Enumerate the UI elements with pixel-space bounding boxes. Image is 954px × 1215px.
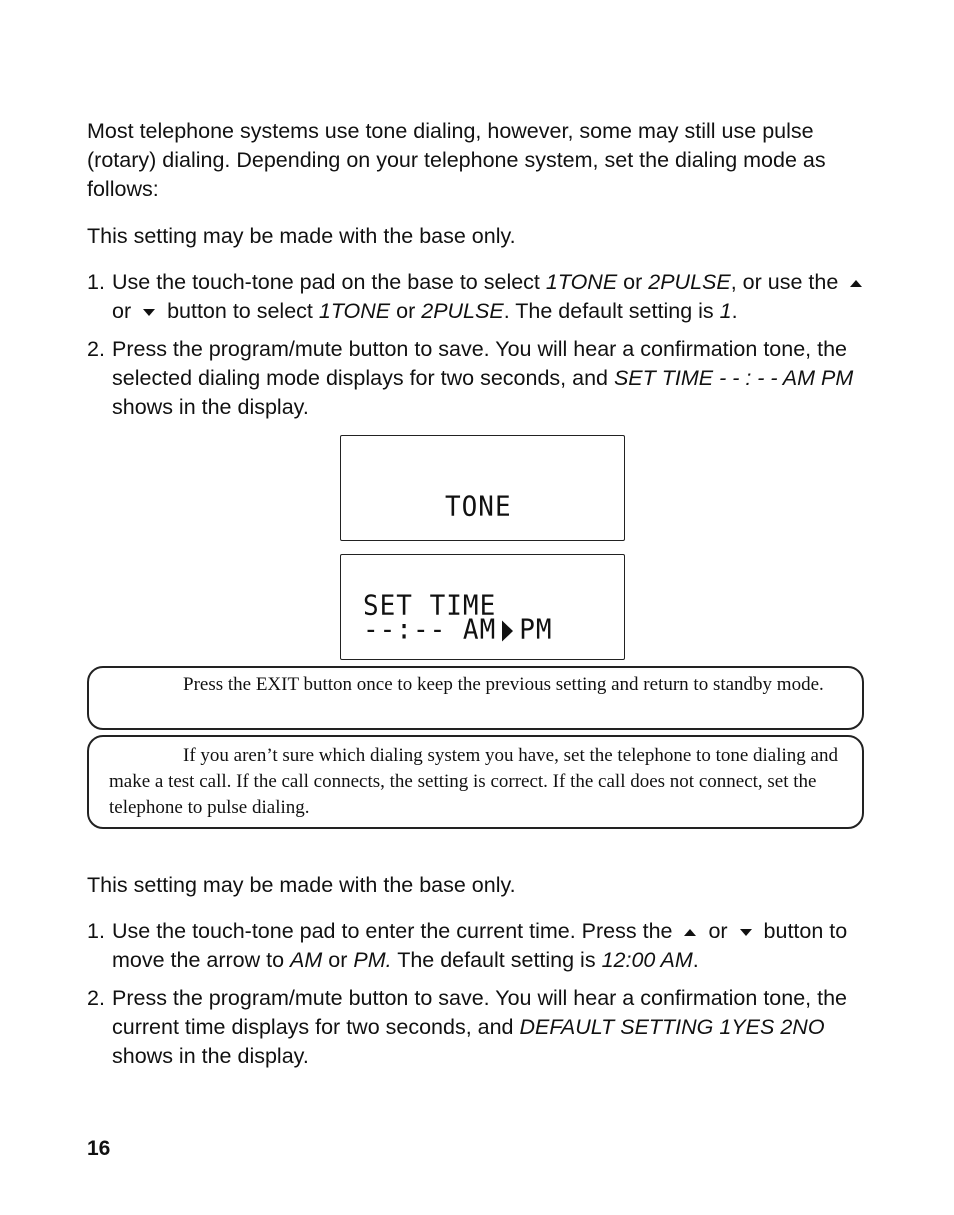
dial-step-2 <box>87 335 877 422</box>
step-text: . <box>731 299 738 323</box>
step-text: or <box>112 299 138 323</box>
time-step-2 <box>87 984 877 1071</box>
display-text: SET TIME - - : - - AM PM <box>613 366 854 390</box>
option-1tone: 1TONE <box>318 299 391 323</box>
lcd-pm: PM <box>519 614 553 646</box>
up-triangle-icon <box>850 280 862 287</box>
option-2pulse: 2PULSE <box>421 299 504 323</box>
note-box-dialing <box>87 735 864 829</box>
note-text: If you aren’t sure which dialing system you have, set the telephone to tone dialing and make a test call. If the call connects, the setting is correct. If the call does not connect, set the telephone to pulse dialing. <box>109 745 838 818</box>
lcd-line: SET TIME <box>363 590 497 622</box>
page-number: 16 <box>87 1137 111 1160</box>
step-number: 2. <box>87 337 105 361</box>
lcd-display-set-time <box>340 554 625 660</box>
option-2pulse: 2PULSE <box>648 270 731 294</box>
note-box-exit <box>87 666 864 730</box>
step-number: 2. <box>87 986 105 1010</box>
right-triangle-icon <box>502 620 513 641</box>
step-text: . <box>692 948 699 972</box>
option-pm: PM. <box>353 948 392 972</box>
lcd-line: TONE <box>445 491 512 523</box>
time-base-only-note: This setting may be made with the base only. <box>87 873 516 897</box>
lcd-line-2 <box>363 614 553 646</box>
step-text: , or use the <box>730 270 845 294</box>
step-text: shows in the display. <box>112 395 309 419</box>
step-text: Press the program/mute button to save. You will hear a confirmation tone, the selected dialing mode displays for two seconds, and <box>112 337 847 390</box>
base-only-note: This setting may be made with the base only. <box>87 224 516 248</box>
default-value: 12:00 AM <box>601 948 693 972</box>
up-triangle-icon <box>684 929 696 936</box>
step-text: button to move the arrow to <box>112 919 848 972</box>
step-text: or <box>702 919 734 943</box>
default-value: 1 <box>719 299 732 323</box>
step-text: or <box>617 270 649 294</box>
step-text: or <box>322 948 354 972</box>
display-text: DEFAULT SETTING 1YES 2NO <box>519 1015 825 1039</box>
step-text: Press the program/mute button to save. You will hear a confirmation tone, the current time displays for two seconds, and <box>112 986 847 1039</box>
lcd-time: --:-- AM <box>363 614 497 646</box>
down-triangle-icon <box>740 929 752 936</box>
note-text: Press the EXIT button once to keep the previous setting and return to standby mode. <box>183 674 824 695</box>
step-number: 1. <box>87 919 105 943</box>
step-text: . The default setting is <box>503 299 720 323</box>
dial-step-1 <box>87 268 877 326</box>
down-triangle-icon <box>143 309 155 316</box>
lcd-display-tone <box>340 435 625 541</box>
step-text: or <box>390 299 422 323</box>
step-text: Use the touch-tone pad on the base to select <box>112 270 546 294</box>
option-1tone: 1TONE <box>545 270 618 294</box>
time-step-1 <box>87 917 877 975</box>
option-am: AM <box>290 948 323 972</box>
step-number: 1. <box>87 270 105 294</box>
step-text: button to select <box>161 299 319 323</box>
step-text: shows in the display. <box>112 1044 309 1068</box>
step-text: The default setting is <box>391 948 602 972</box>
step-text: Use the touch-tone pad to enter the current time. Press the <box>112 919 679 943</box>
intro-paragraph: Most telephone systems use tone dialing, however, some may still use pulse (rotary) dialing. Depending on your telephone system, set the dialing mode as follows: <box>87 119 826 201</box>
